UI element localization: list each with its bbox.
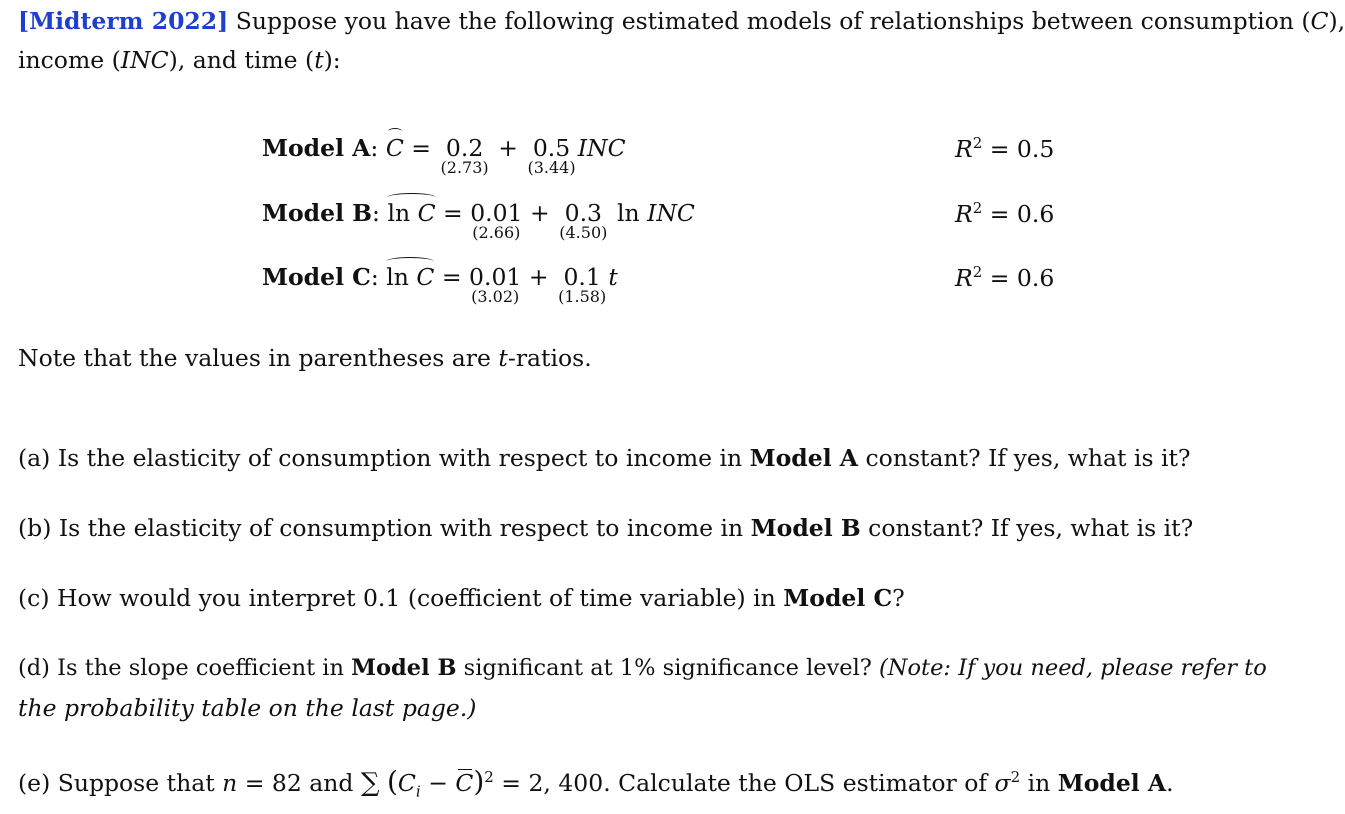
c-hat: C (385, 134, 404, 162)
question-d-continued: the probability table on the last page.) (18, 694, 477, 722)
t-ratio-note: Note that the values in parentheses are t-ratios. (18, 344, 592, 372)
problem-intro-2: income (INC), and time (t): (18, 46, 341, 74)
t-ratio: (3.02) (471, 287, 520, 306)
t-ratio: (4.50) (559, 223, 608, 242)
midterm-tag: [Midterm 2022] (18, 7, 229, 35)
question-e: (e) Suppose that n = 82 and ∑ $(C_i - C)^2 = 2$, 400. Calculate the OLS estimator of $\sigma^2$ in Model A. (18, 764, 1174, 801)
model-a-r2: $R^2 = 0.5$ (955, 134, 1055, 163)
intercept: 0.01 (2.66) (470, 199, 523, 242)
slope: 0.3 (4.50) (559, 199, 608, 242)
t-ratio: (2.73) (440, 158, 489, 177)
model-a-equation: Model A: C = 0.2 (2.73) + 0.5 (3.44) INC (262, 134, 626, 177)
model-c-equation: Model C: ln C = 0.01 (3.02) + 0.1 (1.58) t (262, 263, 618, 306)
question-c: (c) How would you interpret 0.1 (coefficient of time variable) in Model C? (18, 584, 905, 612)
intercept: 0.01 (3.02) (469, 263, 522, 306)
slope: 0.5 (3.44) (527, 134, 576, 177)
model-b-equation: Model B: ln C = 0.01 (2.66) + 0.3 (4.50) ln INC (262, 199, 695, 242)
t-ratio: (3.44) (527, 158, 576, 177)
question-b: (b) Is the elasticity of consumption with respect to income in Model B constant? If yes, what is it? (18, 514, 1194, 542)
t-ratio: (1.58) (558, 287, 607, 306)
c-bar: C (455, 768, 474, 797)
ln-c-hat: ln C (387, 199, 436, 227)
model-c-r2: $R^2 = 0.6$ (955, 263, 1055, 292)
problem-intro: [Midterm 2022] Suppose you have the following estimated models of relationships between consumption (C), (18, 7, 1345, 35)
ln-c-hat: ln C (386, 263, 435, 291)
t-ratio: (2.66) (472, 223, 521, 242)
summation-symbol: ∑ (360, 767, 380, 798)
model-b-r2: $R^2 = 0.6$ (955, 199, 1055, 228)
slope: 0.1 (1.58) (558, 263, 607, 306)
intercept: 0.2 (2.73) (440, 134, 489, 177)
question-d: (d) Is the slope coefficient in Model B significant at 1% significance level? (Note: If you need, please refer to (18, 655, 1267, 681)
question-a: (a) Is the elasticity of consumption with respect to income in Model A constant? If yes, what is it? (18, 444, 1191, 472)
